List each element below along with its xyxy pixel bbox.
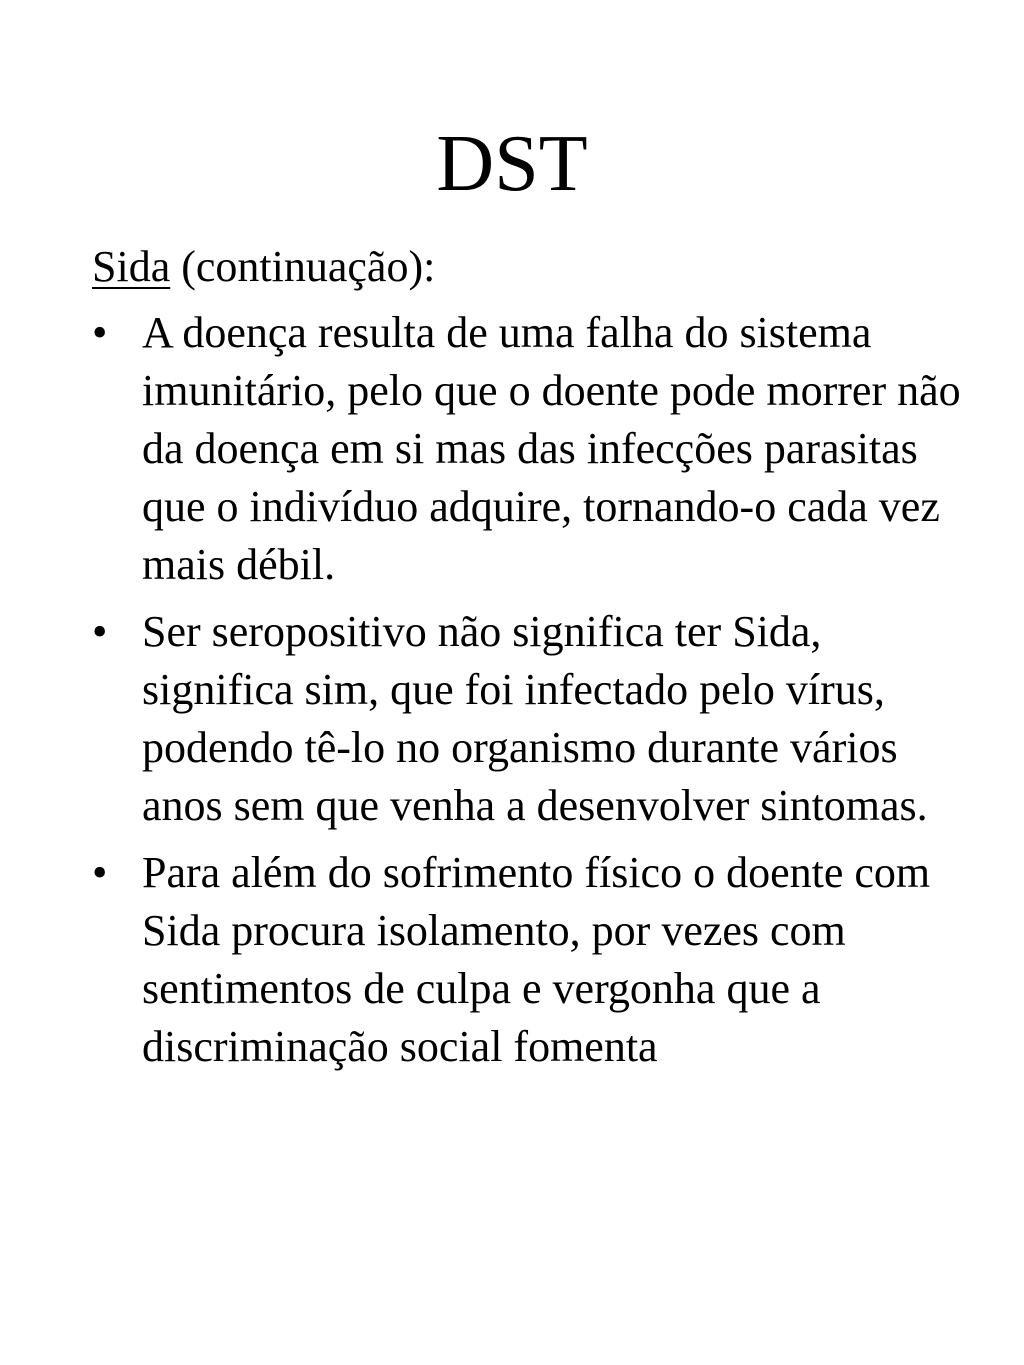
list-item xyxy=(92,603,972,835)
bullet-list xyxy=(92,304,972,1076)
list-item xyxy=(92,304,972,594)
bullet-glyph: • xyxy=(92,607,108,656)
topic-heading: Sida xyxy=(92,242,171,291)
list-item-text: Ser seropositivo não significa ter Sida, significa sim, que foi infectado pelo vírus, podendo tê-lo no organismo durante vários anos sem que venha a desenvolver sintomas. xyxy=(142,607,928,830)
bullet-glyph: • xyxy=(92,308,108,357)
list-item xyxy=(92,844,972,1076)
list-item-text: A doença resulta de uma falha do sistema imunitário, pelo que o doente pode morrer não da doença em si mas das infecções parasitas que o indivíduo adquire, tornando-o cada vez mais débil. xyxy=(142,308,961,589)
topic-continuation: (continuação): xyxy=(170,242,436,291)
list-item-text: Para além do sofrimento físico o doente com Sida procura isolamento, por vezes com sentimentos de culpa e vergonha que a discriminação social fomenta xyxy=(142,848,931,1071)
slide-body xyxy=(92,238,972,1085)
slide-title: DST xyxy=(436,120,588,208)
intro-line xyxy=(92,238,972,296)
bullet-glyph: • xyxy=(92,848,108,897)
